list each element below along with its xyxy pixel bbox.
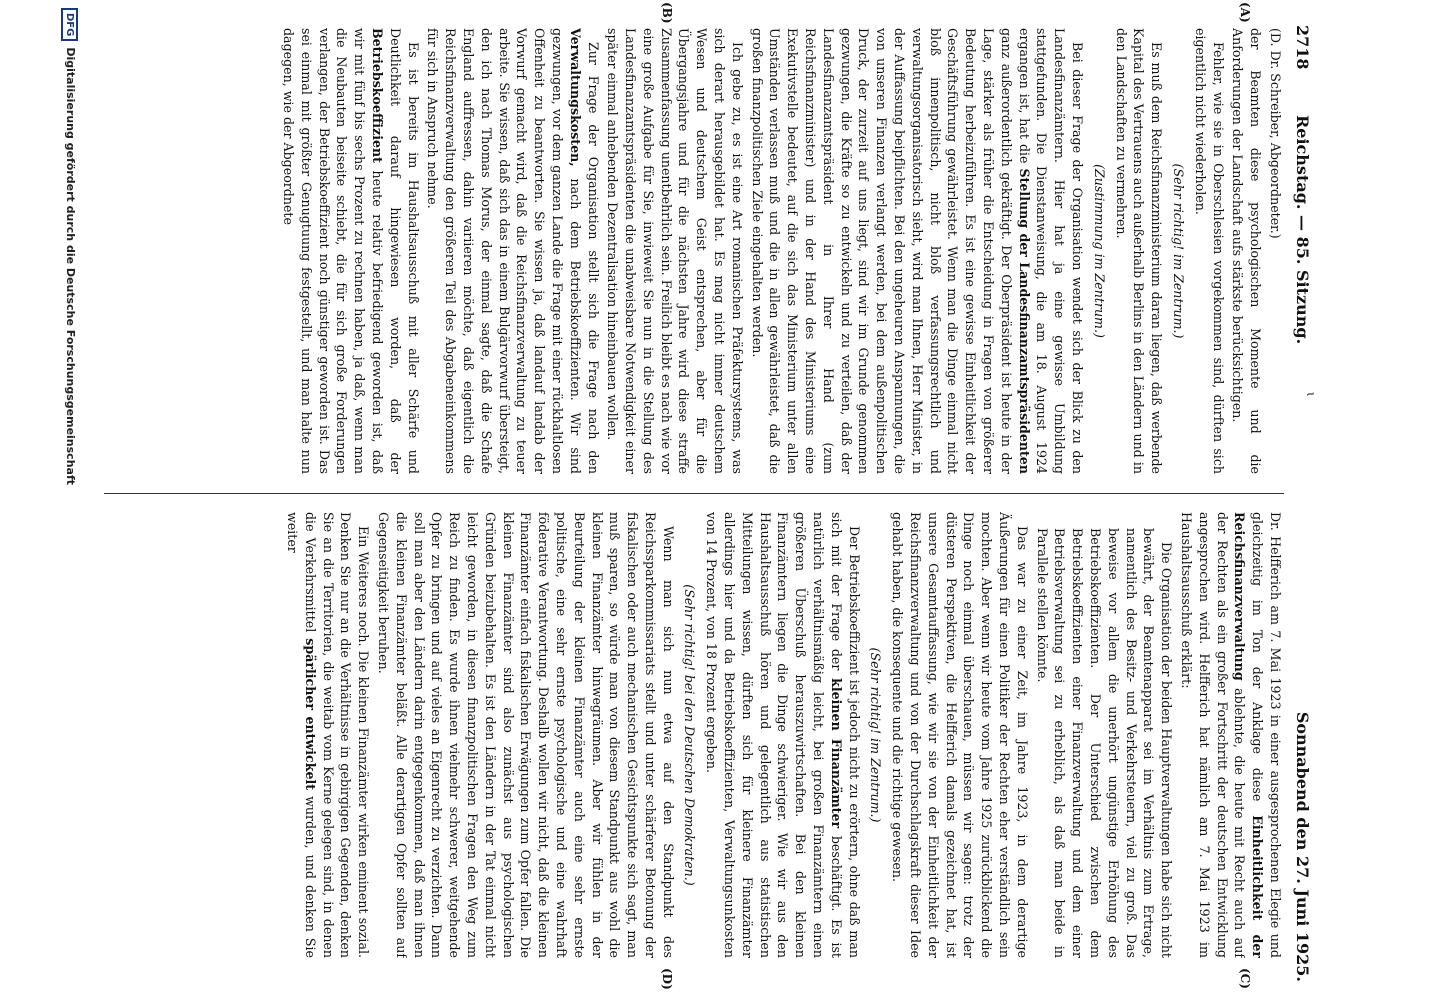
paragraph: Ich gebe zu, es ist eine Art romanischen Präfektursystems, was sich derart herausgebildet hat. Es mag nicht immer deutschem Wesen und deutschem Geist entsprechen, aber für die Übergangsjahre und für die nächsten Jahre wird diese straffe Zusammenfassung unentbehrlich sein. Freilich bleibt es nach wie vor eine große Aufgabe für Sie, inwieweit Sie nun in die Stellung des Landesfinanzamtspräsidenten die unabweisbare Notwendigkeit einer später einmal anhebenden Dezentralisation hineinbauen wollen. [605, 28, 745, 474]
interjection: (Sehr richtig! im Zentrum.) [1171, 163, 1187, 339]
page-number: 2718 [1293, 25, 1312, 70]
paragraph: Ein Weiteres noch. Die kleinen Finanzämter wirken eminent sozial. Denken Sie nur an die Verhältnisse in gebirgigen Gegenden, denken Sie an die Territorien, die weitab vom Kerne gelegen sind, in denen die Verkehrsmittel spärlicher entwickelt wurden, und denken Sie weiter [284, 512, 372, 958]
paragraph: Fehler, wie sie in Oberschlesien vorgekommen sind, dürften sich eigentlich nicht wiederholen. [1192, 28, 1226, 474]
section-mark-b: (B) [660, 2, 674, 24]
dfg-logo: DFG [61, 8, 78, 41]
interjection: (Sehr richtig! bei den Deutschen Demokraten.) [682, 584, 698, 886]
paragraph: Zur Frage der Organisation stellt sich die Frage nach den Verwaltungskosten, nach dem Betriebskoeffizienten. Wir sind gezwungen, vor dem ganzen Lande die Frage mit einer rückhaltlosen Offenheit zu beantworten. Sie wissen ja, daß landauf landab der Vorwurf gemacht wird, daß die Reichsfinanzverwaltung zu teuer arbeite. Sie wissen, daß sich das in einem Bulgärvorwurf übersteigt, den ich nach Thomas Morus, der einmal sagte, daß die Schafe England auffressen, dahin variieren möchte, daß eigentlich die Reichsfinanzverwaltung den größeren Teil des Abgabeneinkommens für sich in Anspruch nehme. [425, 28, 601, 474]
digitization-credit [54, 8, 78, 998]
section-mark-d: (D) [660, 968, 674, 990]
paragraph: der Beamten diese psychologischen Momente und die Anforderungen der Landschaft aufs stärkste berücksichtigen. [1230, 28, 1264, 474]
interjection: (Sehr richtig! im Zentrum.) [868, 647, 884, 823]
paragraph: Das war zu einer Zeit, im Jahre 1923, in dem derartige Äußerungen für einen Politiker der Rechten eher verständlich sein mochten. Aber wenn wir heute vom Jahre 1925 zurückblickend die Dinge noch einmal überschauen, müssen wir sagen: trotz der düsteren Perspektiven, die Helfferich damals gezeichnet hat, ist unsere Gesamtauffassung, wie wir sie von der Einheitlichkeit der Reichsfinanzverwaltung und von der Durchschlagskraft dieser Idee gehabt haben, die konsequente und die richtige gewesen. [890, 512, 1030, 958]
emphasis: Verwaltungskosten, [567, 28, 583, 167]
section-mark-c: (C) [1238, 968, 1252, 989]
speaker-line: (D. Dr. Schreiber, Abgeordneter.) [1268, 28, 1283, 239]
emphasis: Stellung der Landesfinanzamtspräsidenten [1016, 168, 1032, 474]
interjection: (Zustimmung im Zentrum.) [1091, 164, 1107, 338]
paragraph: Es ist bereits im Haushaltsausschuß mit aller Schärfe und Deutlichkeit darauf hingewiesen worden, daß der Betriebskoeffizient heute relativ befriedigend geworden ist, daß wir mit fünf bis sechs Prozent zu rechnen haben, ja daß, wenn man die Neubauten beiseite schiebt, die für sich große Forderungen verlangen, der Betriebskoeffizient noch günstiger geworden ist. Das sei einmal mit größter Genugtuung festgestellt, und man halte nun dagegen, wie der Abgeordnete [280, 28, 421, 474]
emphasis: kleinen Finanzämter [828, 678, 844, 829]
left-column [94, 28, 1284, 474]
paragraph: Dr. Helfferich am 7. Mai 1923 in einer ausgesprochenen Elegie und gleichzeitig im Ton der Anklage diese Einheitlichkeit der Reichsfinanzverwaltung ablehnte, die heute mit Recht auch auf der Rechten als ein großer Fortschritt der deutschen Entwicklung angesprochen wird. Helfferich hat nämlich am 7. Mai 1923 im Haushaltsausschuß erklärt: [1179, 512, 1283, 958]
emphasis: Betriebskoeffizient [369, 28, 385, 163]
header-date: Sonnabend den 27. Juni 1925. [1293, 711, 1312, 982]
paragraph: Bei dieser Frage der Organisation wendet sich der Blick zu den Landesfinanzämtern. Hier hat ja eine gewisse Umbildung stattgefunden. Die Dienstanweisung, die am 18. August 1924 ergangen ist, hat die Stellung der Landesfinanzamtspräsidenten ganz außerordentlich gekräftigt. Der Oberpräsident ist heute in der Lage, stärker als früher die Entscheidung in Fragen von größerer Bedeutung herbeizuführen. Es ist eine gewisse Einheitlichkeit der Geschäftsführung gewährleistet. Wenn man die Dinge einmal nicht bloß innenpolitisch, nicht bloß verfassungsrechtlich und verwaltungsorganisatorisch sieht, wird man Ihnen, Herr Minister, in der Auffassung beipflichten. Bei den ungeheuren Anspannungen, die von unseren Finanzen verlangt werden, bei dem außenpolitischen Druck, der zurzeit auf uns liegt, sind wir im Grunde genommen gezwungen, die Kräfte so zu entwickeln und zu verteilen, daß der Landesfinanzamtspräsident in Ihrer Hand (zum Reichsfinanzminister) und in der Hand des Ministeriums eine Exekutivstelle bedeutet, auf die sich das Ministerium unter allen Umständen verlassen muß und die in allen gewährleistet, daß die großen finanzpolitischen Ziele eingehalten werden. [749, 28, 1086, 474]
section-mark-a: (A) [1238, 2, 1252, 23]
digitization-credit-text: Digitalisierung gefördert durch die Deutsche Forschungsgemeinschaft [64, 47, 77, 486]
paragraph: Der Betriebskoeffizient ist jedoch nicht zu erörtern, ohne daß man sich mit der Frage der kleinen Finanzämter beschäftigt. Es ist natürlich verhältnismäßig leicht, bei großen Finanzämtern einen größeren Überschuß herauszuwirtschaften. Bei den kleinen Finanzämtern liegen die Dinge schwieriger. Wie wir aus den Haushaltsausschuß hören und gelegentlich aus statistischen Mitteilungen wissen, dürften sich für kleinere Finanzämter allerdings hier und da Betriebskoeffizienten, Verwaltungsunkosten von 14 Prozent, von 18 Prozent ergeben. [704, 512, 862, 958]
emphasis: Einheitlichkeit der Reichsfinanzverwaltung [1232, 512, 1266, 958]
page-header [1286, 0, 1316, 1000]
paragraph: Wenn man sich nun etwa auf den Standpunkt des Reichssparkommissariats stellt und unter schärferer Betonung der fiskalischen oder auch mechanischen Gesichtspunkte sich sagt, man muß sparen, so würde man von diesem Standpunkt aus wohl die kleinen Finanzämter hinwegräumen. Aber wir fühlen in der Beurteilung der kleinen Finanzämter auch eine sehr ernste politische, eine sehr ernste psychologische und eine wahrhaft föderative Verantwortung. Deshalb wollen wir nicht, daß die kleinen Finanzämter einfach fiskalischen Erwägungen zum Opfer fallen. Die kleinen Finanzämter sind also zunächst aus psychologischen Gründen beizubehalten. Es ist den Ländern in der Tat einmal nicht leicht geworden, in diesen finanzpolitischen Fragen den Weg zum Reich zu finden. Es wurde ihnen vielmehr schwerer, weitgehende Opfer zu bringen und auf vieles an Eigenrecht zu verzichten. Dann soll man aber den Ländern darin entgegenkommen, daß man ihnen die kleinen Finanzämter beläßt. Alle derartigen Opfer sollten auf Gegenseitigkeit beruhen. [375, 512, 676, 958]
right-column [94, 512, 1284, 958]
quotation: Die Organisation der beiden Hauptverwaltungen habe sich nicht bewährt, der Beamtenapparat sei im Verhältnis zum Ertrage, namentlich des Besitz- und Verkehrsteuern, viel zu groß. Das beweise vor allem die unerhört ungünstige Erhöhung des Betriebskoeffizienten. Der Unterschied zwischen dem Betriebskoeffizienten einer Finanzverwaltung und dem einer Betriebsverwaltung sei zu erheblich, als daß man beide in Parallele stellen könnte. [1034, 528, 1175, 958]
emphasis: spärlicher entwickelt [302, 638, 318, 791]
column-divider [104, 493, 1284, 494]
header-title: Reichstag. — 85. Sitzung. [1293, 115, 1312, 345]
paragraph: Es muß dem Reichsfinanzministerium daran liegen, daß werbende Kapital des Vertrauens auch außerhalb Berlins in den Ländern und in den Landschaften zu vermehren. [1113, 28, 1165, 474]
page-speck: ɩ [1304, 392, 1318, 397]
